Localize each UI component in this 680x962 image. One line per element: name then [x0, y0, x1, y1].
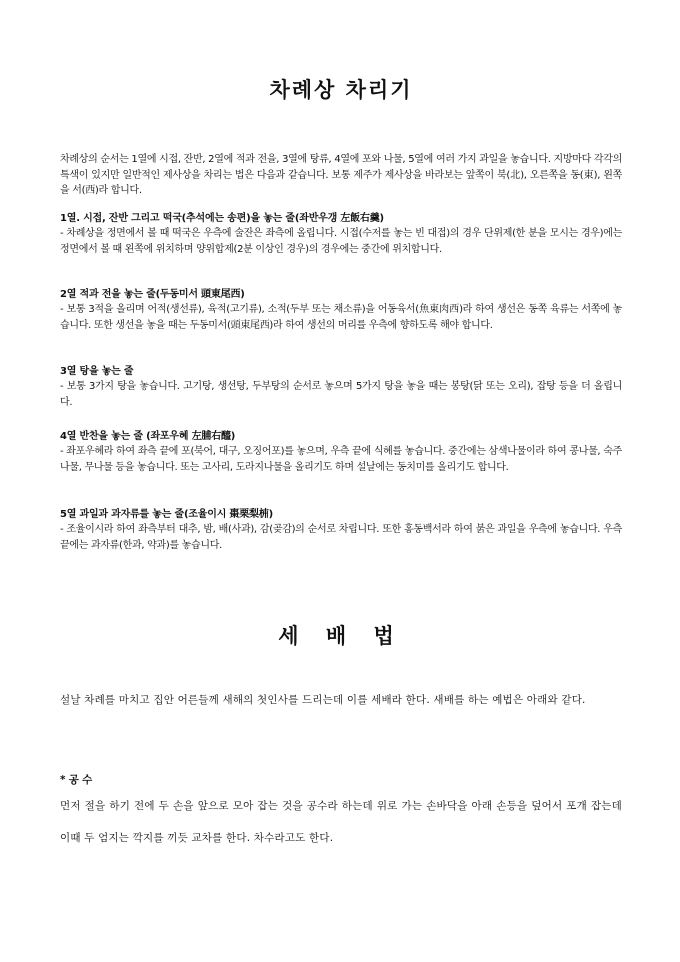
section-4-heading: 4열 반찬을 놓는 줄 (좌포우혜 左脯右醯) — [60, 431, 236, 442]
gongsu-heading: * 공 수 — [60, 774, 93, 786]
sebae-title: 세 배 법 — [278, 623, 404, 648]
section-5-heading: 5열 과일과 과자류를 놓는 줄(조율이시 棗栗梨枾) — [60, 509, 274, 520]
section-5-body: - 조율이시라 하여 좌측부터 대추, 밤, 배(사과), 감(곶감)의 순서로 차립니다. 또한 홍동백서라 하여 붉은 과일을 우측에 놓습니다. 우측 끝에는 과자류(한과, 약과)를 놓습니다. — [60, 524, 622, 551]
page-title: 차례상 차리기 — [269, 77, 413, 102]
section-4-body: - 좌포우혜라 하여 좌측 끝에 포(북어, 대구, 오징어포)를 놓으며, 우측 끝에 식혜를 놓습니다. 중간에는 삼색나물이라 하여 콩나물, 숙주나물, 무나물 등을 놓습니다. 또는 고사리, 도라지나물을 올리기도 하며 설날에는 동치미를 올리기도 합니다. — [60, 446, 622, 473]
section-3-body: - 보통 3가지 탕을 놓습니다. 고기탕, 생선탕, 두부탕의 순서로 놓으며 5가지 탕을 놓을 때는 봉탕(닭 또는 오리), 잡탕 등을 더 올립니다. — [60, 381, 622, 408]
section-1-body: - 차례상을 정면에서 볼 때 떡국은 우측에 술잔은 좌측에 올립니다. 시접(수저를 놓는 빈 대접)의 경우 단위제(한 분을 모시는 경우)에는 정면에서 볼 때 왼쪽에 위치하며 양위합제(2분 이상인 경우)의 경우에는 중간에 위치합니다. — [60, 228, 622, 255]
section-2-body: - 보통 3적을 올리며 어적(생선류), 육적(고기류), 소적(두부 또는 채소류)을 어동육서(魚東肉西)라 하여 생선은 동쪽 육류는 서쪽에 놓습니다. 또한 생선을 놓을 때는 두동미서(頭東尾西)라 하여 생선의 머리를 우측에 향하도록 해야 합니다. — [60, 304, 622, 331]
section-3-heading: 3열 탕을 놓는 줄 — [60, 366, 134, 377]
gongsu-body: 먼저 절을 하기 전에 두 손을 앞으로 모아 잡는 것을 공수라 하는데 위로 가는 손바닥을 아래 손등을 덮어서 포개 잡는데 이때 두 엄지는 깍지를 끼듯 교차를 한다. 차수라고도 한다. — [60, 800, 622, 844]
intro-paragraph: 차례상의 순서는 1열에 시접, 잔반, 2열에 적과 전을, 3열에 탕류, 4열에 포와 나물, 5열에 여러 가지 과일을 놓습니다. 지방마다 각각의 특색이 있지만 일반적인 제사상을 차리는 법은 다음과 같습니다. 보통 제주가 제사상을 바라보는 앞쪽이 북(北), 오른쪽을 동(東), 왼쪽을 서(西)라 합니다. — [60, 154, 622, 196]
section-2-heading: 2열 적과 전을 놓는 줄(두동미서 頭東尾西) — [60, 289, 245, 300]
section-1-heading: 1열. 시접, 잔반 그리고 떡국(추석에는 송편)을 놓는 줄(좌반우갱 左飯右羹) — [60, 213, 384, 224]
sebae-intro-paragraph: 설날 차례를 마치고 집안 어른들께 새해의 첫인사를 드리는데 이를 세배라 한다. 새배를 하는 예법은 아래와 같다. — [60, 694, 586, 706]
